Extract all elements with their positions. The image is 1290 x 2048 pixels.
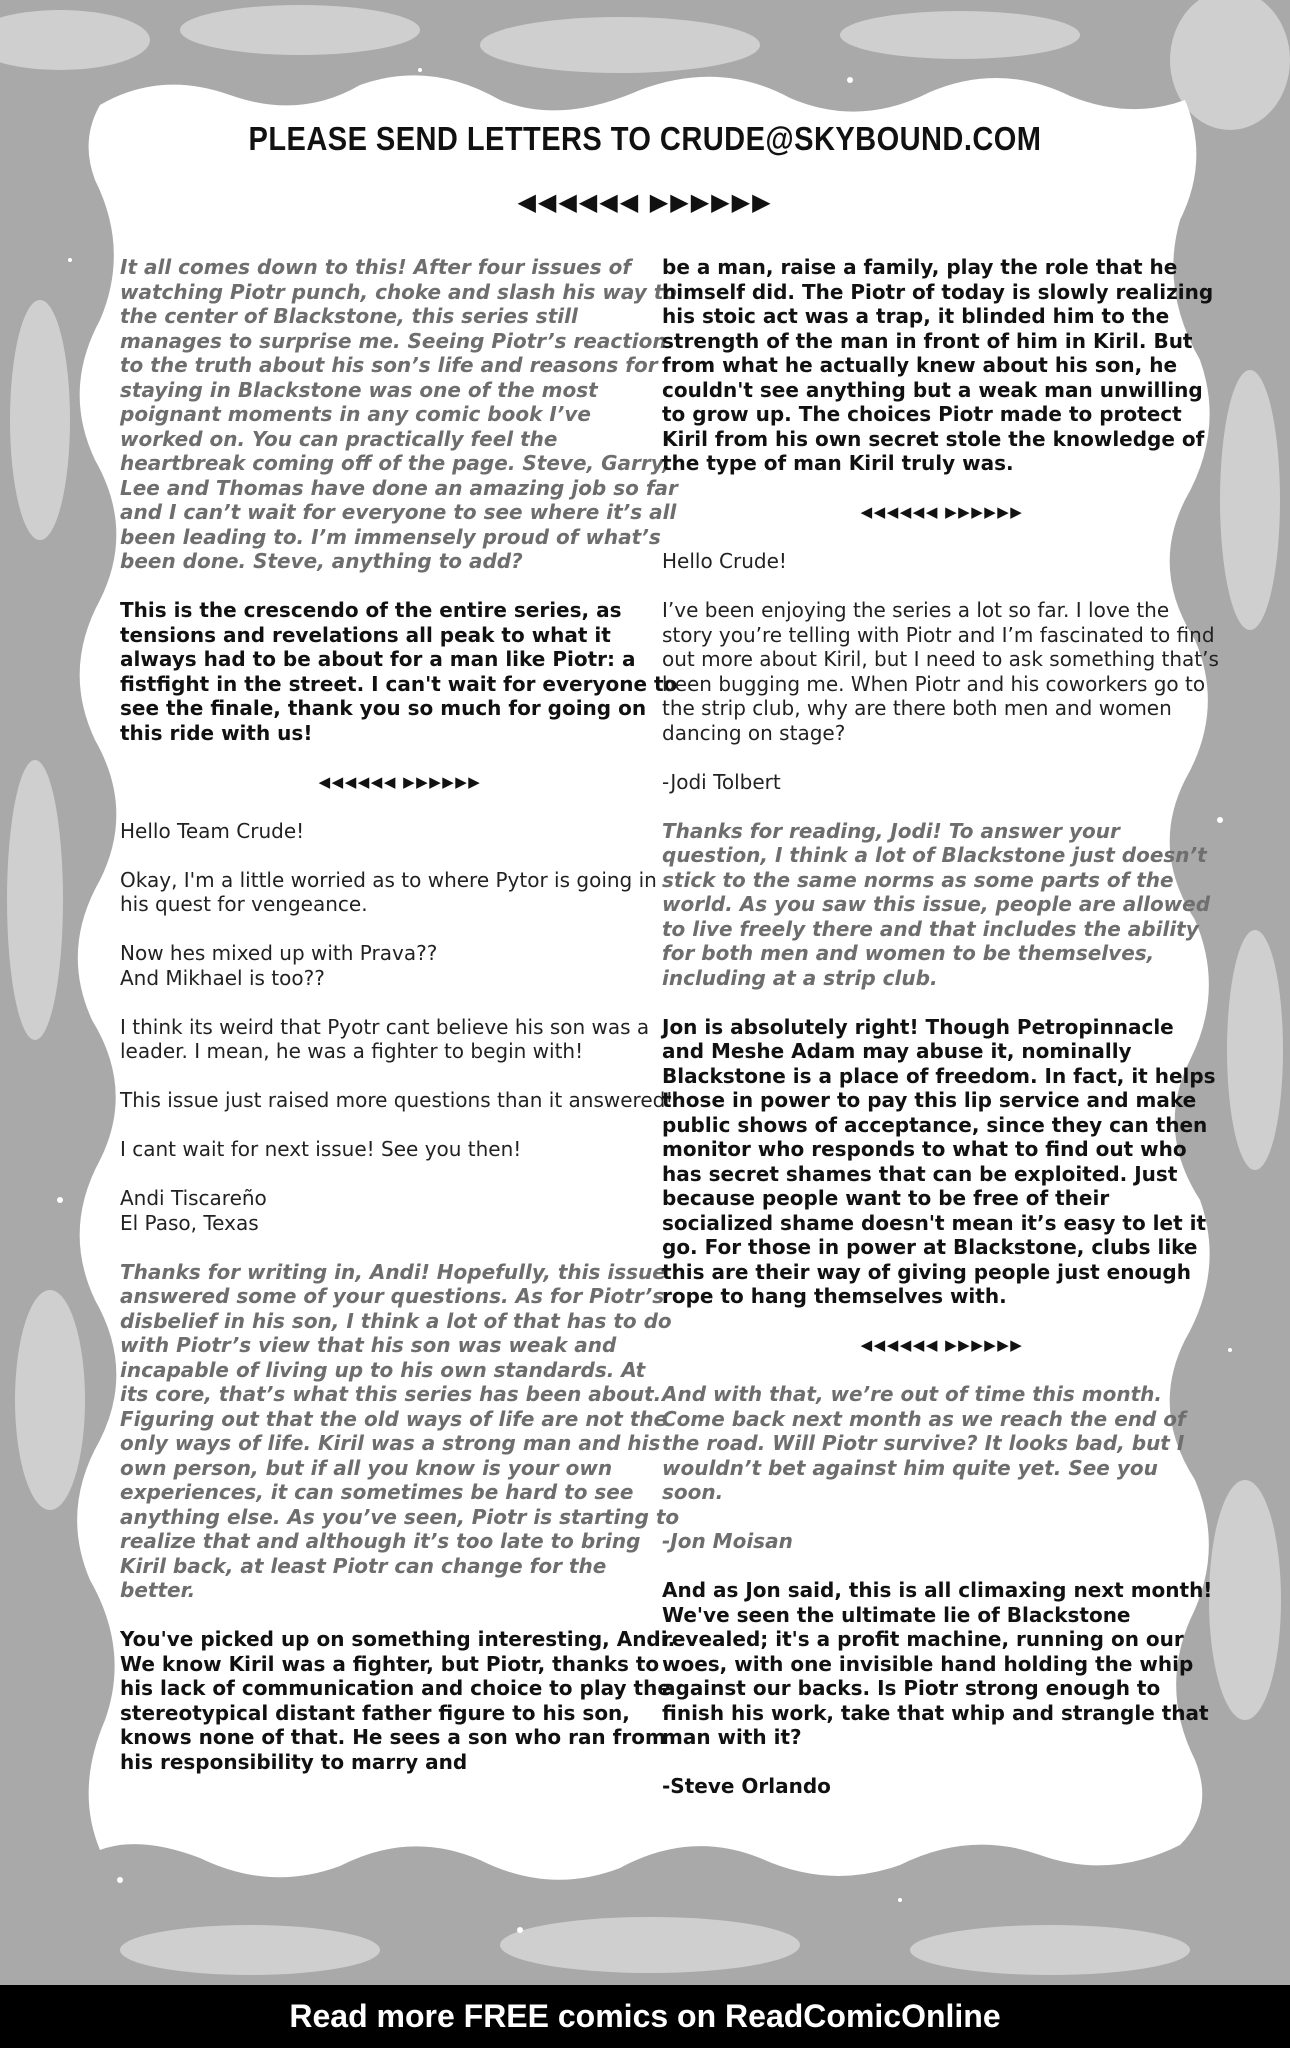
- section-divider: ◀◀◀◀◀◀ ▶▶▶▶▶▶: [860, 503, 1024, 521]
- footer-banner[interactable]: Read more FREE comics on ReadComicOnline: [0, 1985, 1290, 2048]
- page-title: PLEASE SEND LETTERS TO CRUDE@SKYBOUND.COM: [248, 120, 1042, 157]
- letter-paragraph: I think its weird that Pyotr cant believe his son was a leader. I mean, he was a fighter to begin with!: [120, 1014, 650, 1063]
- writer-reply: You've picked up on something interesting, Andi. We know Kiril was a fighter, but Piotr, thanks to his lack of communication and choice to play the stereotypical distant father figure to his son, knows none of that. He sees a son who ran from his responsibility to marry and: [120, 1627, 676, 1774]
- editor-note: It all comes down to this! After four issues of watching Piotr punch, choke and slash his way to the center of Blackstone, this series still manages to surprise me. Seeing Piotr’s reaction to the truth about his son’s life and reasons for staying in Blackstone was one of the most poignant moments in any comic book I’ve worked on. You can practically feel the heartbreak coming off of the page. Steve, Garry, Lee and Thomas have done an amazing job so far and I can’t wait for everyone to see where it’s all been leading to. I’m immensely proud of what’s been done. Steve, anything to add?: [120, 255, 678, 573]
- right-column: [662, 255, 1222, 1823]
- letter-paragraph: I cant wait for next issue! See you then!: [120, 1137, 522, 1161]
- section-divider: ◀◀◀◀◀◀ ▶▶▶▶▶▶: [860, 1336, 1024, 1354]
- letter-paragraph: Okay, I'm a little worried as to where Pytor is going in his quest for vengeance.: [120, 867, 657, 916]
- editor-reply: Thanks for writing in, Andi! Hopefully, this issue answered some of your questions. As for Piotr’s disbelief in his son, I think a lot of that has to do with Piotr’s view that his son was weak and incapable of living up to his own standards. At its core, that’s what this series has been about. Figuring out that the old ways of life are not the only ways of life. Kiril was a strong man and his own person, but if all you know is your own experiences, it can sometimes be hard to see anything else. As you’ve seen, Piotr is starting to realize that and although it’s too late to bring Kiril back, at least Piotr can change for the better.: [120, 1259, 680, 1602]
- letter-paragraph: This issue just raised more questions than it answered!: [120, 1088, 674, 1112]
- letter-signature: [120, 1186, 680, 1235]
- letter-paragraph: I’ve been enjoying the series a lot so far. I love the story you’re telling with Piotr and I’m fascinated to find out more about Kiril, but I need to ask something that’s been bugging me. When Piotr and his coworkers go to the strip club, why are there both men and women dancing on stage?: [662, 598, 1219, 745]
- writer-reply: Jon is absolutely right! Though Petropinnacle and Meshe Adam may abuse it, nominally Blackstone is a place of freedom. In fact, it helps those in power to pay this lip service and make public shows of acceptance, since they can then monitor who responds to what to find out who has secret shames that can be exploited. Just because people want to be free of their socialized shame doesn't mean it’s easy to let it go. For those in power at Blackstone, clubs like this are their way of giving people just enough rope to hang themselves with.: [662, 1014, 1216, 1308]
- writer-signature: -Steve Orlando: [662, 1774, 831, 1798]
- writer-response: This is the crescendo of the entire series, as tensions and revelations all peak to what it always had to be about for a man like Piotr: a fistfight in the street. I can't wait for everyone to see the finale, thank you so much for going on this ride with us!: [120, 598, 678, 745]
- letter-greeting: Hello Crude!: [662, 549, 787, 573]
- editor-reply: Thanks for reading, Jodi! To answer your question, I think a lot of Blackstone just doesn’t stick to the same norms as some parts of the world. As you saw this issue, people are allowed to live freely there and that includes the ability for both men and women to be themselves, including at a strip club.: [662, 818, 1211, 990]
- header-divider: ◀◀◀◀◀◀ ▶▶▶▶▶▶: [517, 188, 773, 216]
- section-divider: ◀◀◀◀◀◀ ▶▶▶▶▶▶: [318, 772, 482, 791]
- writer-reply-continued: be a man, raise a family, play the role that he himself did. The Piotr of today is slowly realizing his stoic act was a trap, it blinded him to the strength of the man in front of him in Kiril. But from what he actually knew about his son, he couldn't see anything but a weak man unwilling to grow up. The choices Piotr made to protect Kiril from his own secret stole the knowledge of the type of man Kiril truly was.: [662, 255, 1214, 475]
- editor-closing: And with that, we’re out of time this month. Come back next month as we reach the end of the road. Will Piotr survive? It looks bad, but I wouldn’t bet against him quite yet. See you soon.: [662, 1382, 1186, 1504]
- left-column: [120, 255, 680, 1799]
- letter-line: And Mikhael is too??: [120, 965, 325, 990]
- letter-signature: -Jodi Tolbert: [662, 769, 781, 794]
- signature-name: Andi Tiscareño: [120, 1186, 267, 1210]
- writer-closing: And as Jon said, this is all climaxing next month! We've seen the ultimate lie of Blackstone revealed; it's a profit machine, running on our woes, with one invisible hand holding the whip against our backs. Is Piotr strong enough to finish his work, take that whip and strangle that man with it?: [662, 1578, 1213, 1749]
- letter-line: Now hes mixed up with Prava??: [120, 941, 438, 965]
- signature-place: El Paso, Texas: [120, 1210, 259, 1235]
- editor-signature: -Jon Moisan: [662, 1529, 793, 1553]
- letter-paragraph: [120, 941, 680, 990]
- letter-greeting: Hello Team Crude!: [120, 818, 305, 843]
